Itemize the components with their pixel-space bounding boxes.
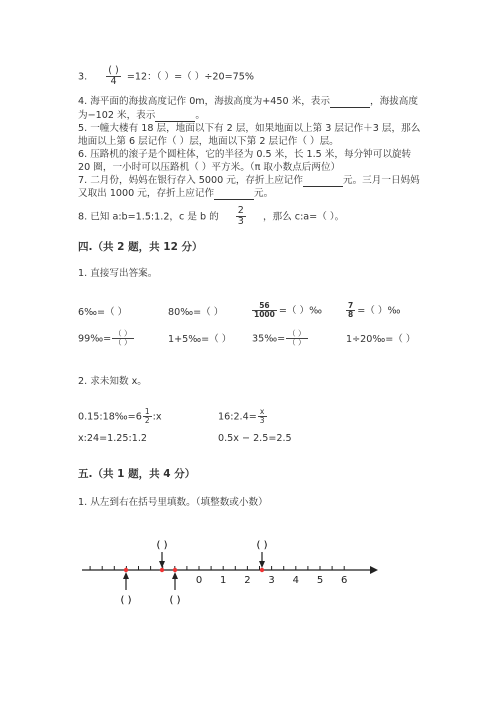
question-text: 为−102 米，表示 xyxy=(78,110,156,121)
point-marker xyxy=(160,568,164,572)
question-text: ，海拔高度 xyxy=(369,96,418,107)
answer-text: 35‰= xyxy=(252,333,286,345)
fraction-denominator: （ ） xyxy=(114,337,132,347)
question-5-line-1: 5. 一幢大楼有 18 层，地面以下有 2 层，如果地面以上第 3 层记作＋3 层，那么 xyxy=(78,123,421,134)
equation-text: 16:2.4= xyxy=(218,411,257,423)
fraction-numerator: （ ） xyxy=(114,329,132,338)
answer-bracket-top[interactable]: ( ) xyxy=(156,540,168,551)
section-4-q1-title: 1. 直接写出答案。 xyxy=(78,268,158,279)
question-text: 8. 已知 a:b=1.5:1.2，c 是 b 的 xyxy=(78,211,219,223)
fraction-denominator: （ ） xyxy=(288,337,306,347)
tick-label: 4 xyxy=(292,575,299,586)
question-text: 又取出 1000 元，存折上应记作 xyxy=(78,188,215,199)
answer-item: 1÷20‰=（ ） xyxy=(346,334,416,345)
section-5-title: 五.（共 1 题，共 4 分） xyxy=(78,468,196,480)
tick-label: 3 xyxy=(268,575,275,586)
tick-label: 0 xyxy=(195,575,203,586)
equation-2a: x:24=1.25:1.2 xyxy=(78,433,148,444)
arrow-up-icon xyxy=(123,572,129,590)
question-number: 3. xyxy=(78,71,88,83)
section-4-title: 四.（共 2 题，共 12 分） xyxy=(78,241,203,253)
fraction-numerator: 2 xyxy=(237,205,244,216)
question-text: 7. 二月份，妈妈在银行存入 5000 元，存折上应记作 xyxy=(78,175,303,186)
arrow-up-icon xyxy=(172,572,178,590)
question-text: ，那么 c:a=（ ）。 xyxy=(262,211,345,223)
equation-text: 0.15:18‰=6 xyxy=(78,411,142,423)
answer-text: =（ ）‰ xyxy=(278,305,323,317)
answer-text: 99‰= xyxy=(78,333,112,345)
answer-item: 6‰=（ ） xyxy=(78,307,128,318)
question-text: 元。三月一日妈妈 xyxy=(343,175,420,186)
answer-item: 80‰=（ ） xyxy=(168,307,224,318)
fraction-denominator: 8 xyxy=(348,309,354,319)
question-5-line-2: 地面以上第 6 层记作（ ）层，地面以下第 2 层记作（ ）层。 xyxy=(78,136,339,147)
point-marker xyxy=(173,568,177,572)
tick-label: 1 xyxy=(220,575,227,586)
point-marker xyxy=(124,568,128,572)
answer-text: =（ ）‰ xyxy=(357,305,401,317)
question-6-line-2: 20 圈，一小时可以压路机（ ）平方米。（π 取小数点后两位） xyxy=(78,162,341,173)
section-5-q1-title: 1. 从左到右在括号里填数。（填整数或小数） xyxy=(78,497,268,508)
question-text: 。 xyxy=(195,110,205,121)
fraction-denominator: 4 xyxy=(110,76,117,88)
section-4-q2-title: 2. 求未知数 x。 xyxy=(78,376,147,387)
fraction-numerator: x xyxy=(258,408,267,417)
question-6-line-1: 6. 压路机的滚子是个圆柱体，它的半径为 0.5 米，长 1.5 米，每分钟可以旋转 xyxy=(78,149,412,160)
fraction-denominator: 1000 xyxy=(254,309,275,319)
arrow-down-icon xyxy=(159,552,165,568)
tick-label: 2 xyxy=(244,575,251,586)
equation-2b: 0.5x − 2.5=2.5 xyxy=(218,433,292,444)
fraction-numerator: ( ) xyxy=(108,65,119,76)
answer-bracket-bottom[interactable]: ( ) xyxy=(120,595,132,606)
fraction-numerator: 7 xyxy=(348,301,354,310)
answer-item: 1+5‰=（ ） xyxy=(168,334,232,345)
answer-bracket-bottom[interactable]: ( ) xyxy=(169,595,181,606)
fraction-numerator: 56 xyxy=(252,302,277,311)
fraction-denominator: 3 xyxy=(237,216,244,228)
tick-label: 6 xyxy=(341,575,348,586)
fraction-denominator: 3 xyxy=(259,415,265,425)
point-marker xyxy=(260,568,264,572)
answer-bracket-top[interactable]: ( ) xyxy=(256,540,268,551)
number-line-tick-labels xyxy=(196,575,348,586)
tick-label: 5 xyxy=(316,575,324,586)
fraction-numerator: 1 xyxy=(144,407,150,416)
question-text: 元。 xyxy=(254,188,274,199)
question-3-text: =12：（ ）=（ ）÷20=75% xyxy=(126,71,254,83)
fraction-numerator: （ ） xyxy=(288,329,306,338)
arrow-down-icon xyxy=(259,552,265,568)
fraction-denominator: 2 xyxy=(144,415,150,425)
question-text: 4. 海平面的海拔高度记作 0m，海拔高度为+450 米，表示 xyxy=(78,96,330,107)
equation-text: :x xyxy=(152,411,162,423)
